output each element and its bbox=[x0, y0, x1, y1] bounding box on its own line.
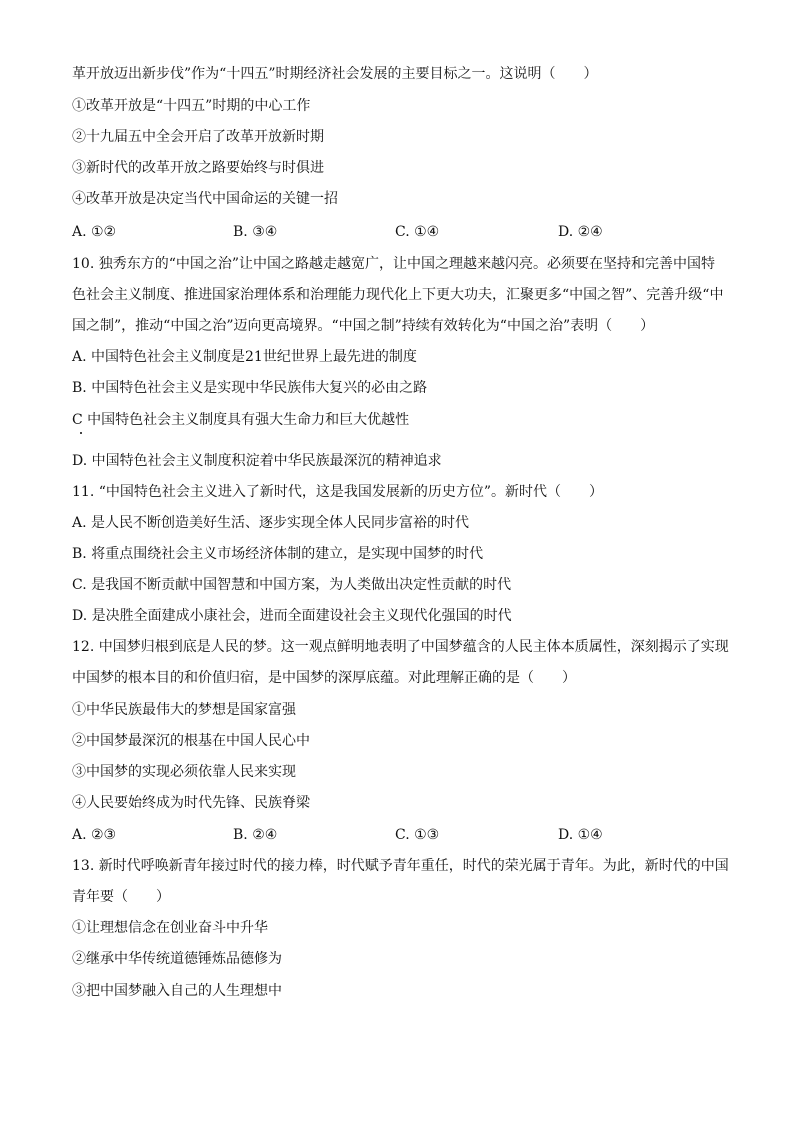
q9-options bbox=[72, 222, 732, 242]
q13-stem-line-1: 13. 新时代呼唤新青年接过时代的接力棒，时代赋予青年重任，时代的荣光属于青年。为此，新时代的中国 bbox=[72, 858, 729, 874]
q10-option-c[interactable]: C 中国特色社会主义制度具有强大生命力和巨大优越性 bbox=[72, 412, 410, 428]
q12-stem-line-2: 中国梦的根本目的和价值归宿，是中国梦的深厚底蕴。对此理解正确的是（ ） bbox=[72, 670, 576, 686]
q12-item-3: ③中国梦的实现必须依靠人民来实现 bbox=[72, 764, 296, 780]
q12-stem-line-1: 12. 中国梦归根到底是人民的梦。这一观点鲜明地表明了中国梦蕴含的人民主体本质属性，深刻揭示了实现 bbox=[72, 639, 729, 655]
q12-option-a[interactable]: A. ②③ bbox=[72, 827, 117, 843]
q12-item-4: ④人民要始终成为时代先锋、民族脊梁 bbox=[72, 795, 310, 811]
q11-option-b[interactable]: B. 将重点围绕社会主义市场经济体制的建立，是实现中国梦的时代 bbox=[72, 546, 484, 562]
q12-options bbox=[72, 825, 732, 845]
q9-option-d[interactable]: D. ②④ bbox=[558, 224, 603, 240]
q9-option-b[interactable]: B. ③④ bbox=[233, 224, 278, 240]
q9-option-a[interactable]: A. ①② bbox=[72, 224, 117, 240]
q9-option-c[interactable]: C. ①④ bbox=[395, 224, 440, 240]
q11-option-d[interactable]: D. 是决胜全面建成小康社会，进而全面建设社会主义现代化强国的时代 bbox=[72, 608, 512, 624]
q13-item-3: ③把中国梦融入自己的人生理想中 bbox=[72, 983, 282, 999]
q11-option-a[interactable]: A. 是人民不断创造美好生活、逐步实现全体人民同步富裕的时代 bbox=[72, 515, 470, 531]
q10-option-d[interactable]: D. 中国特色社会主义制度积淀着中华民族最深沉的精神追求 bbox=[72, 453, 442, 469]
q10-stem-line-3: 国之制”，推动“中国之治”迈向更高境界。“中国之制”持续有效转化为“中国之治”表明（ ） bbox=[72, 318, 655, 334]
q9-item-4: ④改革开放是决定当代中国命运的关键一招 bbox=[72, 191, 338, 207]
q9-item-2: ②十九届五中全会开启了改革开放新时期 bbox=[72, 129, 324, 145]
q10-option-b[interactable]: B. 中国特色社会主义是实现中华民族伟大复兴的必由之路 bbox=[72, 380, 428, 396]
q12-item-1: ①中华民族最伟大的梦想是国家富强 bbox=[72, 702, 296, 718]
stray-dot bbox=[80, 432, 82, 434]
q11-stem: 11. “中国特色社会主义进入了新时代，这是我国发展新的历史方位”。新时代（ ） bbox=[72, 484, 604, 500]
q12-option-b[interactable]: B. ②④ bbox=[233, 827, 278, 843]
q9-item-1: ①改革开放是“十四五”时期的中心工作 bbox=[72, 98, 311, 114]
q10-stem-line-1: 10. 独秀东方的“中国之治”让中国之路越走越宽广，让中国之理越来越闪亮。必须要在坚持和完善中国特 bbox=[72, 256, 716, 272]
q11-option-c[interactable]: C. 是我国不断贡献中国智慧和中国方案，为人类做出决定性贡献的时代 bbox=[72, 577, 512, 593]
q13-item-1: ①让理想信念在创业奋斗中升华 bbox=[72, 920, 268, 936]
q12-item-2: ②中国梦最深沉的根基在中国人民心中 bbox=[72, 733, 310, 749]
q13-item-2: ②继承中华传统道德锤炼品德修为 bbox=[72, 951, 282, 967]
q10-stem-line-2: 色社会主义制度、推进国家治理体系和治理能力现代化上下更大功夫，汇聚更多“中国之智”、完善升级“中 bbox=[72, 287, 724, 303]
q12-option-d[interactable]: D. ①④ bbox=[558, 827, 603, 843]
q13-stem-line-2: 青年要（ ） bbox=[72, 889, 170, 905]
q9-item-3: ③新时代的改革开放之路要始终与时俱进 bbox=[72, 160, 324, 176]
q9-stem-tail: 革开放迈出新步伐”作为“十四五”时期经济社会发展的主要目标之一。这说明（ ） bbox=[72, 66, 598, 82]
q12-option-c[interactable]: C. ①③ bbox=[395, 827, 440, 843]
q10-option-a[interactable]: A. 中国特色社会主义制度是21世纪世界上最先进的制度 bbox=[72, 349, 417, 365]
